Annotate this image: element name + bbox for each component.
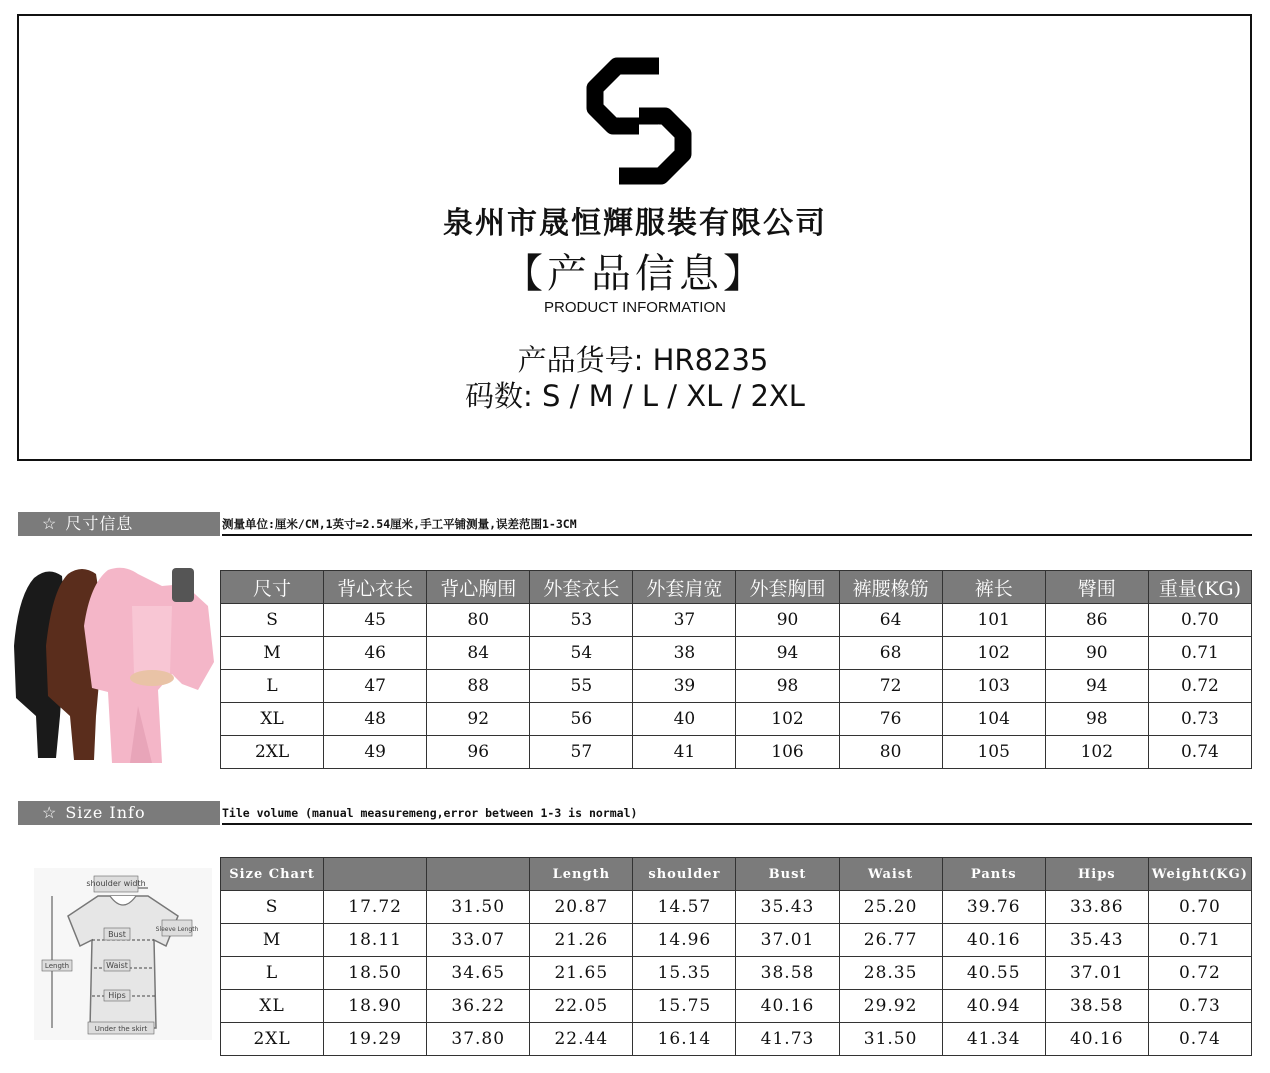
table-cell: 41.34 [942, 1023, 1045, 1056]
product-code-line [8, 338, 1270, 379]
star-icon: ☆ [42, 514, 58, 533]
table-cell: 22.44 [530, 1023, 633, 1056]
column-header: 尺寸 [221, 571, 324, 604]
table-cell: M [221, 637, 324, 670]
table-cell: 37.01 [736, 924, 839, 957]
size-info-en-bar [18, 801, 220, 825]
table-cell: 35.43 [1045, 924, 1148, 957]
table-cell: 90 [736, 604, 839, 637]
table-cell: 18.50 [324, 957, 427, 990]
table-cell: 28.35 [839, 957, 942, 990]
table-cell: 0.71 [1148, 637, 1251, 670]
table-cell: 40.94 [942, 990, 1045, 1023]
table-cell: M [221, 924, 324, 957]
column-header: 外套胸围 [736, 571, 839, 604]
table-cell: 76 [839, 703, 942, 736]
column-header: 臀围 [1045, 571, 1148, 604]
size-table-cn [220, 570, 1252, 769]
table-cell: 55 [530, 670, 633, 703]
table-cell: 36.22 [427, 990, 530, 1023]
table-cell: 80 [427, 604, 530, 637]
table-cell: 96 [427, 736, 530, 769]
table-cell: 105 [942, 736, 1045, 769]
table-cell: 39.76 [942, 891, 1045, 924]
table-cell: 102 [1045, 736, 1148, 769]
column-header: Size Chart [221, 858, 324, 891]
table-cell: 39 [633, 670, 736, 703]
table-cell: 14.57 [633, 891, 736, 924]
table-row [221, 891, 1252, 924]
table-cell: XL [221, 990, 324, 1023]
table-cell: 0.73 [1148, 990, 1251, 1023]
table-cell: 34.65 [427, 957, 530, 990]
column-header: 外套肩宽 [633, 571, 736, 604]
table-cell: 41.73 [736, 1023, 839, 1056]
table-cell: 40.55 [942, 957, 1045, 990]
table-header-row [221, 571, 1252, 604]
column-header: 裤腰橡筋 [839, 571, 942, 604]
table-cell: 46 [324, 637, 427, 670]
section-title-cn: 【产品信息】 [503, 251, 767, 297]
table-cell: 90 [1045, 637, 1148, 670]
table-cell: 20.87 [530, 891, 633, 924]
column-header: 背心衣长 [324, 571, 427, 604]
table-cell: 0.71 [1148, 924, 1251, 957]
size-info-cn-bar [18, 512, 220, 536]
table-cell: 40.16 [1045, 1023, 1148, 1056]
section-title-en: PRODUCT INFORMATION [544, 299, 726, 316]
diagram-label-bust: Bust [108, 930, 126, 939]
table-row [221, 957, 1252, 990]
table-cell: 14.96 [633, 924, 736, 957]
table-cell: 38.58 [736, 957, 839, 990]
table-cell: 40 [633, 703, 736, 736]
table-cell: 38 [633, 637, 736, 670]
column-header: 重量(KG) [1148, 571, 1251, 604]
table-cell: 49 [324, 736, 427, 769]
table-cell: 37.01 [1045, 957, 1148, 990]
table-cell: 0.70 [1148, 604, 1251, 637]
column-header: Length [530, 858, 633, 891]
column-header: 背心胸围 [427, 571, 530, 604]
table-cell: 84 [427, 637, 530, 670]
table-cell: 29.92 [839, 990, 942, 1023]
table-cell: 53 [530, 604, 633, 637]
table-row [221, 670, 1252, 703]
table-cell: 48 [324, 703, 427, 736]
table-cell: 104 [942, 703, 1045, 736]
company-name: 泉州市晟恒輝服裝有限公司 [443, 206, 827, 241]
table-cell: 94 [736, 637, 839, 670]
sizes-label: 码数: [465, 379, 533, 413]
measurement-diagram [34, 868, 212, 1040]
star-icon: ☆ [42, 803, 58, 822]
table-cell: L [221, 957, 324, 990]
table-row [221, 1023, 1252, 1056]
column-header: 外套衣长 [530, 571, 633, 604]
size-info-en-label: Size Info [65, 803, 146, 822]
column-header [324, 858, 427, 891]
table-cell: 0.74 [1148, 736, 1251, 769]
table-cell: 15.75 [633, 990, 736, 1023]
table-cell: S [221, 604, 324, 637]
table-cell: 2XL [221, 1023, 324, 1056]
table-cell: 45 [324, 604, 427, 637]
column-header: Pants [942, 858, 1045, 891]
column-header: Bust [736, 858, 839, 891]
table-cell: 88 [427, 670, 530, 703]
diagram-label-skirt: Under the skirt [94, 1025, 148, 1033]
table-cell: 25.20 [839, 891, 942, 924]
table-cell: 80 [839, 736, 942, 769]
table-cell: 102 [942, 637, 1045, 670]
table-row [221, 924, 1252, 957]
table-cell: 57 [530, 736, 633, 769]
diagram-label-waist: Waist [106, 961, 128, 970]
table-row [221, 637, 1252, 670]
column-header: shoulder [633, 858, 736, 891]
table-cell: 0.73 [1148, 703, 1251, 736]
table-cell: 106 [736, 736, 839, 769]
table-cell: 21.26 [530, 924, 633, 957]
table-row [221, 990, 1252, 1023]
table-cell: 26.77 [839, 924, 942, 957]
table-cell: 22.05 [530, 990, 633, 1023]
diagram-label-shoulder: shoulder width [86, 879, 146, 888]
column-header [427, 858, 530, 891]
table-cell: 103 [942, 670, 1045, 703]
table-cell: 98 [736, 670, 839, 703]
table-cell: 92 [427, 703, 530, 736]
table-cell: 35.43 [736, 891, 839, 924]
size-info-cn-label: 尺寸信息 [65, 514, 134, 533]
table-cell: S [221, 891, 324, 924]
table-row [221, 604, 1252, 637]
table-cell: 0.74 [1148, 1023, 1251, 1056]
table-cell: L [221, 670, 324, 703]
table-cell: 38.58 [1045, 990, 1148, 1023]
diagram-label-sleeve: Sleeve Length [155, 926, 199, 933]
table-cell: 47 [324, 670, 427, 703]
table-cell: 37 [633, 604, 736, 637]
size-info-en-note: Tile volume (manual measuremeng,error between 1-3 is normal) [222, 801, 1252, 825]
table-cell: 15.35 [633, 957, 736, 990]
table-cell: 86 [1045, 604, 1148, 637]
table-cell: 33.86 [1045, 891, 1148, 924]
column-header: Waist [839, 858, 942, 891]
table-cell: 37.80 [427, 1023, 530, 1056]
column-header: Hips [1045, 858, 1148, 891]
table-cell: 0.72 [1148, 957, 1251, 990]
product-code-label: 产品货号: [517, 343, 644, 377]
sizes-value: S / M / L / XL / 2XL [542, 379, 805, 413]
table-cell: 2XL [221, 736, 324, 769]
table-cell: 56 [530, 703, 633, 736]
table-cell: 18.90 [324, 990, 427, 1023]
diagram-label-length: Length [44, 962, 70, 970]
product-code-value: HR8235 [652, 343, 769, 377]
table-cell: 68 [839, 637, 942, 670]
table-cell: XL [221, 703, 324, 736]
table-cell: 19.29 [324, 1023, 427, 1056]
table-cell: 40.16 [736, 990, 839, 1023]
sizes-line [0, 374, 1270, 415]
table-cell: 18.11 [324, 924, 427, 957]
table-cell: 102 [736, 703, 839, 736]
table-cell: 98 [1045, 703, 1148, 736]
table-cell: 31.50 [839, 1023, 942, 1056]
column-header: Weight(KG) [1148, 858, 1251, 891]
company-logo-icon [583, 56, 695, 186]
table-cell: 101 [942, 604, 1045, 637]
table-row [221, 736, 1252, 769]
table-cell: 94 [1045, 670, 1148, 703]
table-cell: 17.72 [324, 891, 427, 924]
table-cell: 16.14 [633, 1023, 736, 1056]
table-cell: 72 [839, 670, 942, 703]
table-cell: 21.65 [530, 957, 633, 990]
table-cell: 0.70 [1148, 891, 1251, 924]
table-header-row [221, 858, 1252, 891]
table-cell: 40.16 [942, 924, 1045, 957]
column-header: 裤长 [942, 571, 1045, 604]
table-cell: 31.50 [427, 891, 530, 924]
table-row [221, 703, 1252, 736]
table-cell: 0.72 [1148, 670, 1251, 703]
table-cell: 41 [633, 736, 736, 769]
table-cell: 33.07 [427, 924, 530, 957]
diagram-label-hips: Hips [108, 991, 126, 1000]
product-photo [12, 566, 216, 763]
table-cell: 64 [839, 604, 942, 637]
table-cell: 54 [530, 637, 633, 670]
size-table-en [220, 857, 1252, 1056]
size-info-cn-note: 测量单位:厘米/CM,1英寸=2.54厘米,手工平铺测量,误差范围1-3CM [222, 512, 1252, 536]
